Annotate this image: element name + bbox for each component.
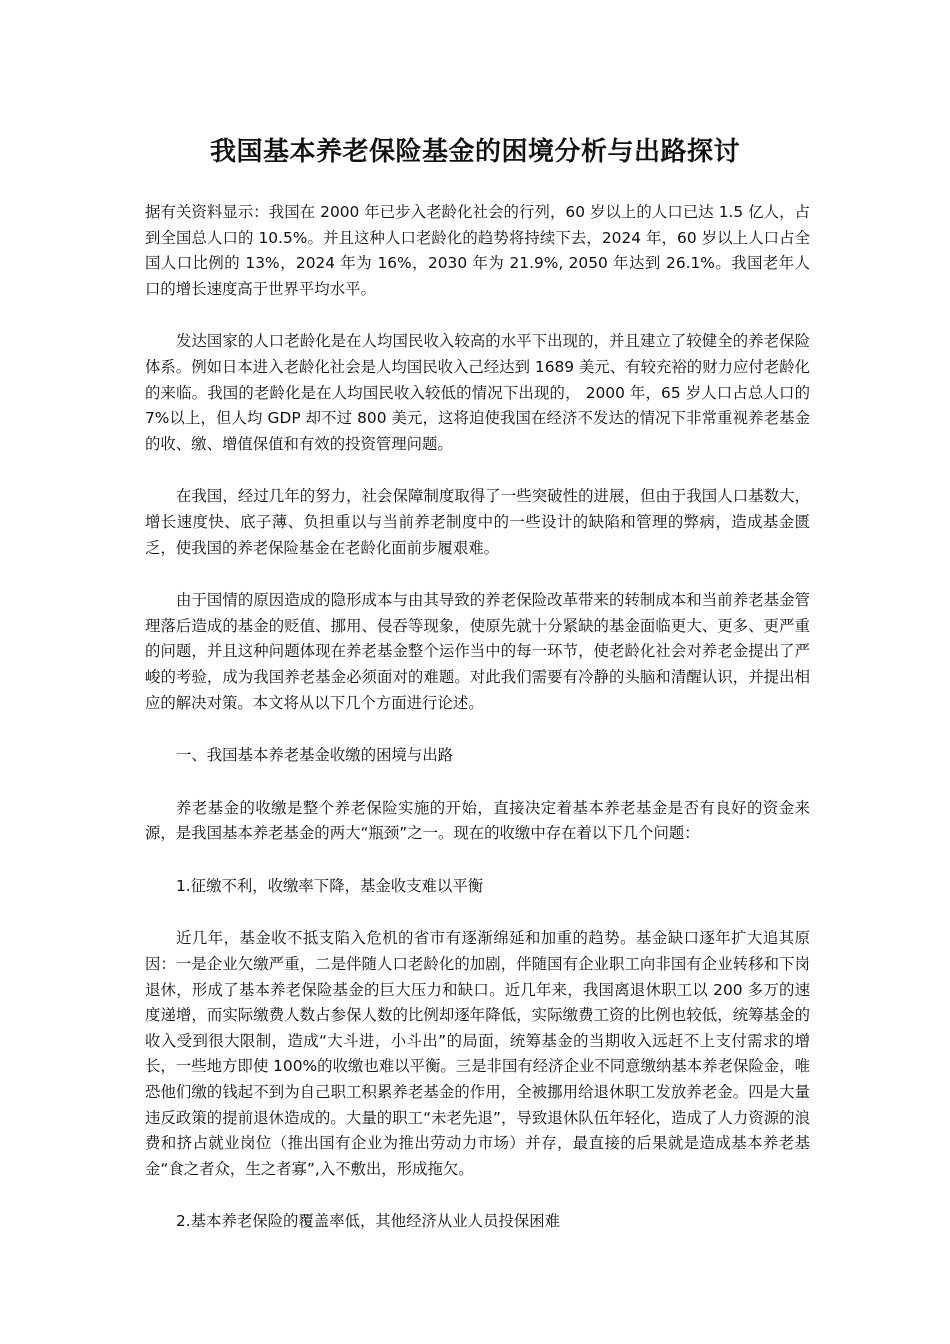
paragraph-social-security: 在我国，经过几年的努力，社会保障制度取得了一些突破性的进展，但由于我国人口基数大，增长速度快、底子薄、负担重以与当前养老制度中的一些设计的缺陷和管理的弊病，造成基金匮乏，使我国的养老保险基金在老龄化面前步履艰难。 bbox=[145, 487, 810, 557]
paragraph-problems: 由于国情的原因造成的隐形成本与由其导致的养老保险改革带来的转制成本和当前养老基金管理落后造成的基金的贬值、挪用、侵吞等现象，使原先就十分紧缺的基金面临更大、更多、更严重的问题，并且这种问题体现在养老基金整个运作当中的每一环节，使老龄化社会对养老金提出了严峻的考验，成为我国养老基金必须面对的难题。对此我们需要有冷静的头脑和清醒认识，并提出相应的解决对策。本文将从以下几个方面进行论述。 bbox=[145, 591, 810, 712]
paragraph-subsection1-body: 近几年，基金收不抵支陷入危机的省市有逐渐绵延和加重的趋势。基金缺口逐年扩大追其原因：一是企业欠缴严重，二是伴随人口老龄化的加剧，伴随国有企业职工向非国有企业转移和下岗退休，形成了基本养老保险基金的巨大压力和缺口。近几年来，我国离退休职工以 200 多万的速度递增，而实际缴费人数占参保人数的比例却逐年降低，实际缴费工资的比例也较低，统筹基金的收入受到很大限制，造成“大斗进，小斗出”的局面，统筹基金的当期收入远赶不上支付需求的增长，一些地方即使 100%的收缴也难以平衡。三是非国有经济企业不同意缴纳基本养老保险金，唯恐他们缴的钱起不到为自己职工积累养老基金的作用，全被挪用给退休职工发放养老金。四是大量违反政策的提前退休造成的。大量的职工“未老先退”，导致退休队伍年轻化，造成了人力资源的浪费和挤占就业岗位（推出国有企业为推出劳动力市场）并存，最直接的后果就是造成基本养老基金“食之者众，生之者寡”,入不敷出，形成拖欠。 bbox=[145, 929, 810, 1178]
document-title: 我国基本养老保险基金的困境分析与出路探讨 bbox=[209, 137, 740, 167]
document-body bbox=[145, 200, 810, 1262]
subsection-heading-1: 1.征缴不利，收缴率下降，基金收支难以平衡 bbox=[176, 876, 484, 895]
section-heading-1: 一、我国基本养老基金收缴的困境与出路 bbox=[176, 746, 454, 765]
subsection-heading-2: 2.基本养老保险的覆盖率低，其他经济从业人员投保困难 bbox=[176, 1212, 561, 1231]
paragraph-intro: 据有关资料显示：我国在 2000 年已步入老龄化社会的行列，60 岁以上的人口已达 1.5 亿人，占到全国总人口的 10.5%。并且这种人口老龄化的趋势将持续下去，2024 年，60 岁以上人口占全国人口比例的 13%，2024 年为 16%，2030 年为 21.9%, 2050 年达到 26.1%。我国老年人口的增长速度高于世界平均水平。 bbox=[145, 203, 810, 298]
paragraph-section1-intro: 养老基金的收缴是整个养老保险实施的开始，直接决定着基本养老基金是否有良好的资金来源，是我国基本养老基金的两大“瓶颈”之一。现在的收缴中存在着以下几个问题： bbox=[145, 798, 810, 843]
paragraph-developed-countries: 发达国家的人口老龄化是在人均国民收入较高的水平下出现的，并且建立了较健全的养老保险体系。例如日本进入老龄化社会是人均国民收入己经达到 1689 美元、有较充裕的财力应付老龄化的来临。我国的老龄化是在人均国民收入较低的情况下出现的， 2000 年，65 岁人口占总人口的 7%以上，但人均 GDP 却不过 800 美元，这将迫使我国在经济不发达的情况下非常重视养老基金的收、缴、增值保值和有效的投资管理问题。 bbox=[145, 332, 810, 453]
